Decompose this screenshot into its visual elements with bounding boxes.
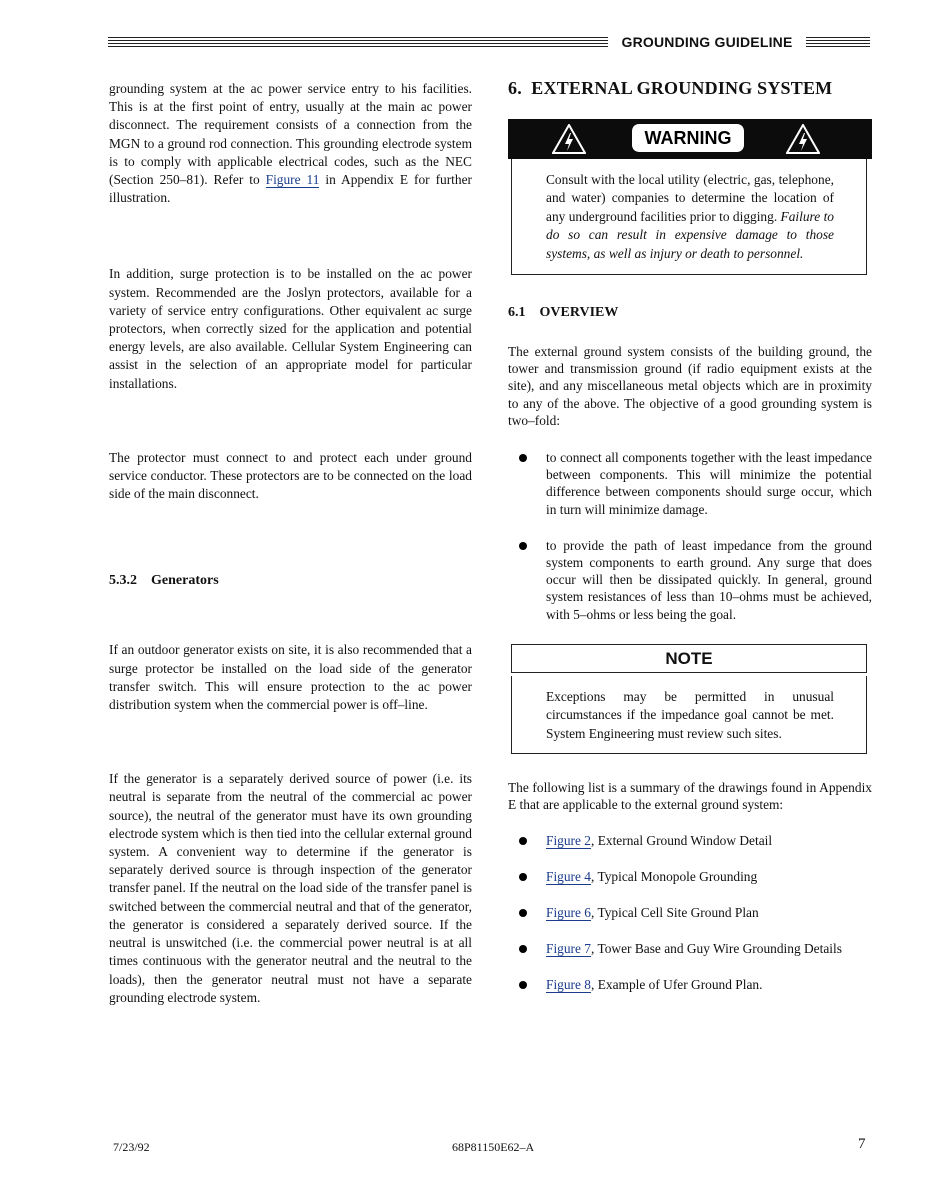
- bullet-icon: [519, 981, 527, 989]
- warning-triangle-icon: [552, 124, 586, 154]
- list-item: to provide the path of least impedance from the ground system components to earth ground. Any surge that does occur will then be dissipated quickly. In general, ground system resistances of less than 10–ohms must be achieved, with 5–ohms or less being the goal.: [508, 537, 872, 623]
- page-number: 7: [858, 1136, 866, 1152]
- bullet-icon: [519, 454, 527, 462]
- list-item: to connect all components together with the least impedance between components. This will minimize the potential difference between components should surge occur, which in turn will minimize damage.: [508, 449, 872, 518]
- footer-document-id: 68P81150E62–A: [452, 1140, 535, 1154]
- warning-triangle-icon: [786, 124, 820, 154]
- paragraph-drawings-summary: The following list is a summary of the drawings found in Appendix E that are applicable to the external ground system:: [508, 780, 872, 813]
- heading-generators: 5.3.2 Generators: [109, 573, 219, 589]
- figure-4-link[interactable]: Figure 4: [546, 868, 592, 884]
- figure-8-link[interactable]: Figure 8: [546, 977, 592, 993]
- heading-overview: 6.1 OVERVIEW: [508, 305, 619, 321]
- paragraph-outdoor-generator: If an outdoor generator exists on site, it is also recommended that a surge protector be installed on the load side of the generator transfer switch. This will ensure protection to the ac power distribution system when the commercial power is off–line.: [109, 642, 472, 713]
- warning-banner: [508, 119, 872, 159]
- figure-11-link[interactable]: Figure 11: [265, 172, 320, 188]
- warning-box: [511, 159, 867, 275]
- warning-label: WARNING: [632, 124, 744, 152]
- figure-7-link[interactable]: Figure 7: [546, 941, 592, 957]
- section-title: 6. EXTERNAL GROUNDING SYSTEM: [508, 78, 833, 98]
- left-column: [109, 80, 472, 1007]
- header-rule-left: [108, 37, 608, 49]
- paragraph-surge-protection: In addition, surge protection is to be installed on the ac power system. Recommended are the Joslyn protectors, available for a variety of service entry configurations. Other equivalent ac surge protectors, when correctly sized for the application and potential energy levels, are also available. Cellular System Engineering can assist in the selection of an appropriate model for particular installations.: [109, 266, 472, 391]
- list-item: Figure 2, External Ground Window Detail: [508, 832, 872, 849]
- list-item: Figure 7, Tower Base and Guy Wire Grounding Details: [508, 940, 872, 957]
- figure-list: [508, 832, 872, 994]
- objective-list: [508, 449, 872, 623]
- right-column: [508, 78, 872, 994]
- list-item: Figure 8, Example of Ufer Ground Plan.: [508, 976, 872, 993]
- bullet-icon: [519, 873, 527, 881]
- note-box: [511, 676, 867, 754]
- paragraph-protector: The protector must connect to and protect each under ground service conductor. These protectors are to be connected on the load side of the main disconnect.: [109, 449, 472, 502]
- bullet-icon: [519, 909, 527, 917]
- note-text: Exceptions may be permitted in unusual circumstances if the impedance goal cannot be met. System Engineering must review such sites.: [546, 688, 834, 741]
- paragraph-overview: The external ground system consists of the building ground, the tower and transmission ground (if radio equipment exists at the site), and any miscellaneous metal objects which are in proximity to any of the above. The objective of a good grounding system is two–fold:: [508, 344, 872, 428]
- bullet-icon: [519, 542, 527, 550]
- list-item: Figure 6, Typical Cell Site Ground Plan: [508, 904, 872, 921]
- bullet-icon: [519, 945, 527, 953]
- running-header-title: GROUNDING GUIDELINE: [621, 34, 793, 50]
- note-label: NOTE: [511, 644, 867, 673]
- paragraph-separately-derived: If the generator is a separately derived source of power (i.e. its neutral is separate from the neutral of the commercial ac power source), the neutral of the generator must have its own grounding electrode system which is then tied into the cellular external ground system. A convenient way to determine if the generator is separately derived source is through inspection of the generator transfer panel. If the neutral on the load side of the transfer panel is switched between the commercial neutral and that of the generator, the generator is considered a separately derived source. If the neutral is unswitched (i.e. the commercial power neutral is at all times continuous with the generator neutral and the neutral to the loads), then the generator neutral must not have a separate grounding electrode system.: [109, 771, 472, 1005]
- warning-text: Consult with the local utility (electric, gas, telephone, and water) companies to determine the location of any underground facilities prior to digging. Failure to do so can result in expensive damage to those systems, as well as injury or death to personnel.: [546, 172, 834, 261]
- bullet-icon: [519, 837, 527, 845]
- list-item: Figure 4, Typical Monopole Grounding: [508, 868, 872, 885]
- paragraph-service-entry: grounding system at the ac power service entry to his facilities. This is at the first point of entry, usually at the main ac power disconnect. The requirement consists of a connection from the MGN to a ground rod connection. This grounding electrode system is to comply with applicable electrical codes, such as the NEC (Section 250–81). Refer to Figure 11 in Appendix E for further illustration.: [109, 81, 472, 206]
- footer-date: 7/23/92: [113, 1140, 150, 1154]
- figure-6-link[interactable]: Figure 6: [546, 904, 592, 920]
- header-rule-right: [806, 37, 870, 49]
- figure-2-link[interactable]: Figure 2: [546, 832, 592, 848]
